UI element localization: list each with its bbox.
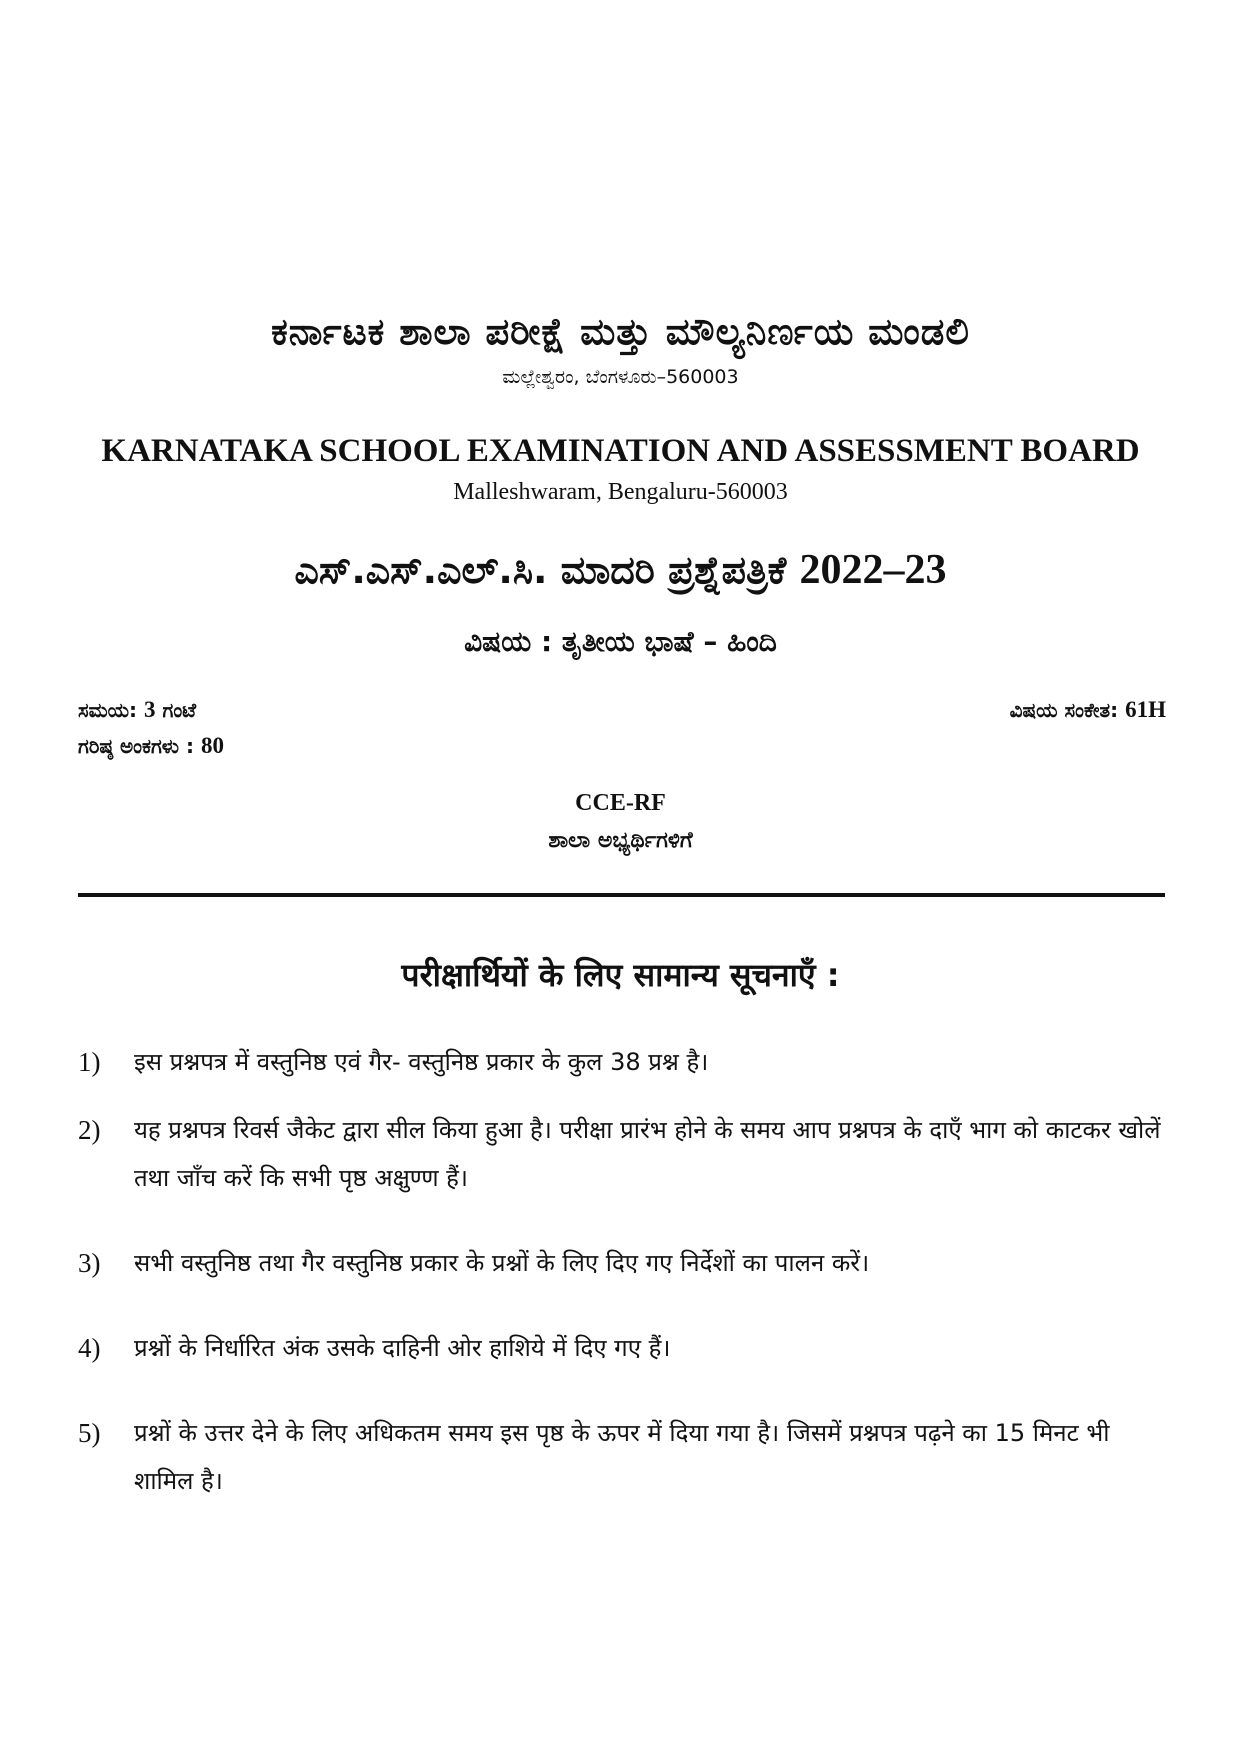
instruction-item <box>78 1038 1168 1086</box>
instruction-item <box>78 1239 1168 1287</box>
instruction-item <box>78 1106 1168 1202</box>
paper-title-text: ಎಸ್.ಎಸ್.ಎಲ್.ಸಿ. ಮಾದರಿ ಪ್ರಶ್ನೆಪತ್ರಿಕೆ <box>294 548 787 592</box>
marks-label: ಗರಿಷ್ಠ ಅಂಕಗಳು : <box>78 734 194 758</box>
subject-line: ವಿಷಯ : ತೃತೀಯ ಭಾಷೆ – ಹಿಂದಿ <box>464 625 777 658</box>
instruction-number: 4) <box>78 1333 101 1363</box>
board-name-kannada: ಕರ್ನಾಟಕ ಶಾಲಾ ಪರೀಕ್ಷೆ ಮತ್ತು ಮೌಲ್ಯನಿರ್ಣಯ ಮಂಡಲಿ <box>271 310 970 353</box>
time-value: 3 <box>144 697 156 722</box>
instruction-text: इस प्रश्नपत्र में वस्तुनिष्ठ एवं गैर- वस्तुनिष्ठ प्रकार के कुल 38 प्रश्न है। <box>134 1048 709 1076</box>
instructions-heading: परीक्षार्थियों के लिए सामान्य सूचनाएँ : <box>401 956 840 994</box>
instruction-text: सभी वस्तुनिष्ठ तथा गैर वस्तुनिष्ठ प्रकार के प्रश्नों के लिए दिए गए निर्देशों का पालन करें। <box>134 1249 870 1277</box>
board-name-english: KARNATAKA SCHOOL EXAMINATION AND ASSESSMENT BOARD <box>101 433 1140 469</box>
candidate-type: ಶಾಲಾ ಅಭ್ಯರ್ಥಿಗಳಿಗೆ <box>548 828 693 853</box>
marks-value: 80 <box>200 733 224 758</box>
instruction-number: 3) <box>78 1248 101 1278</box>
instruction-text: प्रश्नों के उत्तर देने के लिए अधिकतम समय इस पृष्ठ के ऊपर में दिया गया है। जिसमें प्रश्नपत्र पढ़ने का 15 मिनट भी शामिल है। <box>134 1419 1110 1495</box>
instruction-number: 5) <box>78 1418 101 1448</box>
instruction-number: 2) <box>78 1115 101 1145</box>
instruction-item <box>78 1409 1168 1505</box>
board-address-english: Malleshwaram, Bengaluru-560003 <box>453 479 788 505</box>
instructions-list <box>78 1038 1168 1542</box>
time-info <box>78 697 196 723</box>
divider <box>78 893 1165 897</box>
time-unit: ಗಂಟೆ <box>162 698 197 722</box>
paper-year: 2022–23 <box>799 547 947 593</box>
subject-code-value: 61H <box>1125 697 1166 722</box>
max-marks-info <box>78 733 224 759</box>
instruction-text: यह प्रश्नपत्र रिवर्स जैकेट द्वारा सील किया हुआ है। परीक्षा प्रारंभ होने के समय आप प्रश्नपत्र के दाएँ भाग को काटकर खोलें तथा जाँच करें कि सभी पृष्ठ अक्षुण्ण हैं। <box>134 1116 1161 1192</box>
course-code: CCE-RF <box>575 790 666 816</box>
board-address-kannada: ಮಲ್ಲೇಶ್ವರಂ, ಬೆಂಗಳೂರು–560003 <box>502 366 739 388</box>
instruction-number: 1) <box>78 1047 101 1077</box>
paper-title <box>0 546 1241 594</box>
subject-code-label: ವಿಷಯ ಸಂಕೇತ: <box>1009 698 1119 722</box>
instruction-text: प्रश्नों के निर्धारित अंक उसके दाहिनी ओर हाशिये में दिए गए हैं। <box>134 1334 671 1362</box>
instruction-item <box>78 1324 1168 1372</box>
time-label: ಸಮಯ: <box>78 698 138 722</box>
subject-code-info <box>1010 697 1166 723</box>
